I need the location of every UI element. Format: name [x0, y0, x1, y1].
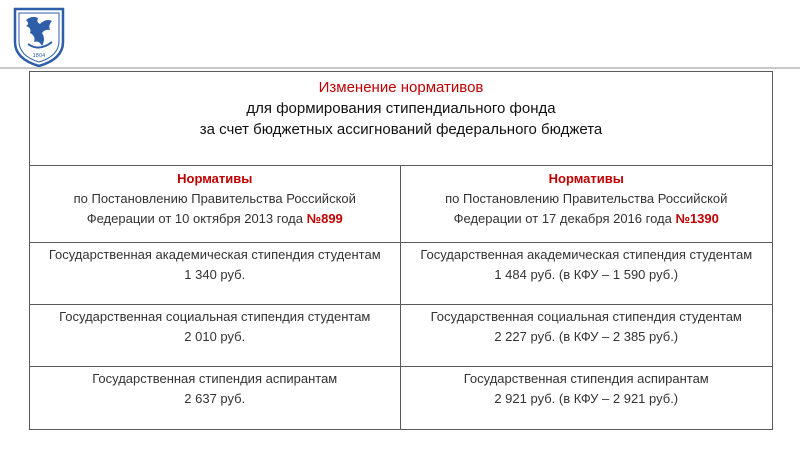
header-divider: [0, 67, 800, 69]
column-header-label: Нормативы: [177, 171, 253, 186]
scholarship-name: Государственная стипендия аспирантам: [463, 371, 709, 386]
scholarship-amount: 1 340 руб.: [184, 267, 246, 282]
column-header-line1: по Постановлению Правительства Российской: [445, 191, 728, 206]
university-logo: [12, 6, 66, 68]
scholarship-name: Государственная академическая стипендия студентам: [420, 247, 753, 262]
table-row: [30, 243, 773, 305]
scholarship-name: Государственная социальная стипендия студентам: [430, 309, 742, 324]
scholarship-amount: 2 637 руб.: [184, 391, 246, 406]
column-header-line2: Федерации от 17 декабря 2016 года №1390: [453, 211, 719, 226]
scholarship-amount: 2 010 руб.: [184, 329, 246, 344]
column-header-2016: [400, 166, 773, 243]
scholarship-name: Государственная академическая стипендия студентам: [48, 247, 381, 262]
table-row: [30, 367, 773, 430]
column-header-2013: [30, 166, 401, 243]
scholarship-table: [29, 71, 773, 430]
title-line-2: для формирования стипендиального фонда: [246, 100, 556, 117]
scholarship-name: Государственная стипендия аспирантам: [92, 371, 338, 386]
cell-postgrad-2013: [30, 367, 401, 430]
column-header-line2: Федерации от 10 октября 2013 года №899: [86, 211, 343, 226]
table-row: [30, 305, 773, 367]
cell-social-2013: [30, 305, 401, 367]
scholarship-name: Государственная социальная стипендия студентам: [59, 309, 371, 324]
logo-year: 1804: [32, 53, 46, 59]
title-line-3: за счет бюджетных ассигнований федерального бюджета: [199, 121, 603, 138]
table-title: [30, 72, 773, 166]
column-header-line1: по Постановлению Правительства Российской: [73, 191, 356, 206]
cell-academic-2016: [400, 243, 773, 305]
scholarship-amount: 2 227 руб. (в КФУ – 2 385 руб.): [494, 329, 679, 344]
cell-academic-2013: [30, 243, 401, 305]
decree-number: №899: [306, 211, 343, 226]
scholarship-amount: 2 921 руб. (в КФУ – 2 921 руб.): [494, 391, 679, 406]
cell-postgrad-2016: [400, 367, 773, 430]
column-header-label: Нормативы: [548, 171, 624, 186]
scholarship-amount: 1 484 руб. (в КФУ – 1 590 руб.): [494, 267, 679, 282]
decree-number: №1390: [675, 211, 719, 226]
cell-social-2016: [400, 305, 773, 367]
title-line-1: Изменение нормативов: [318, 79, 484, 96]
